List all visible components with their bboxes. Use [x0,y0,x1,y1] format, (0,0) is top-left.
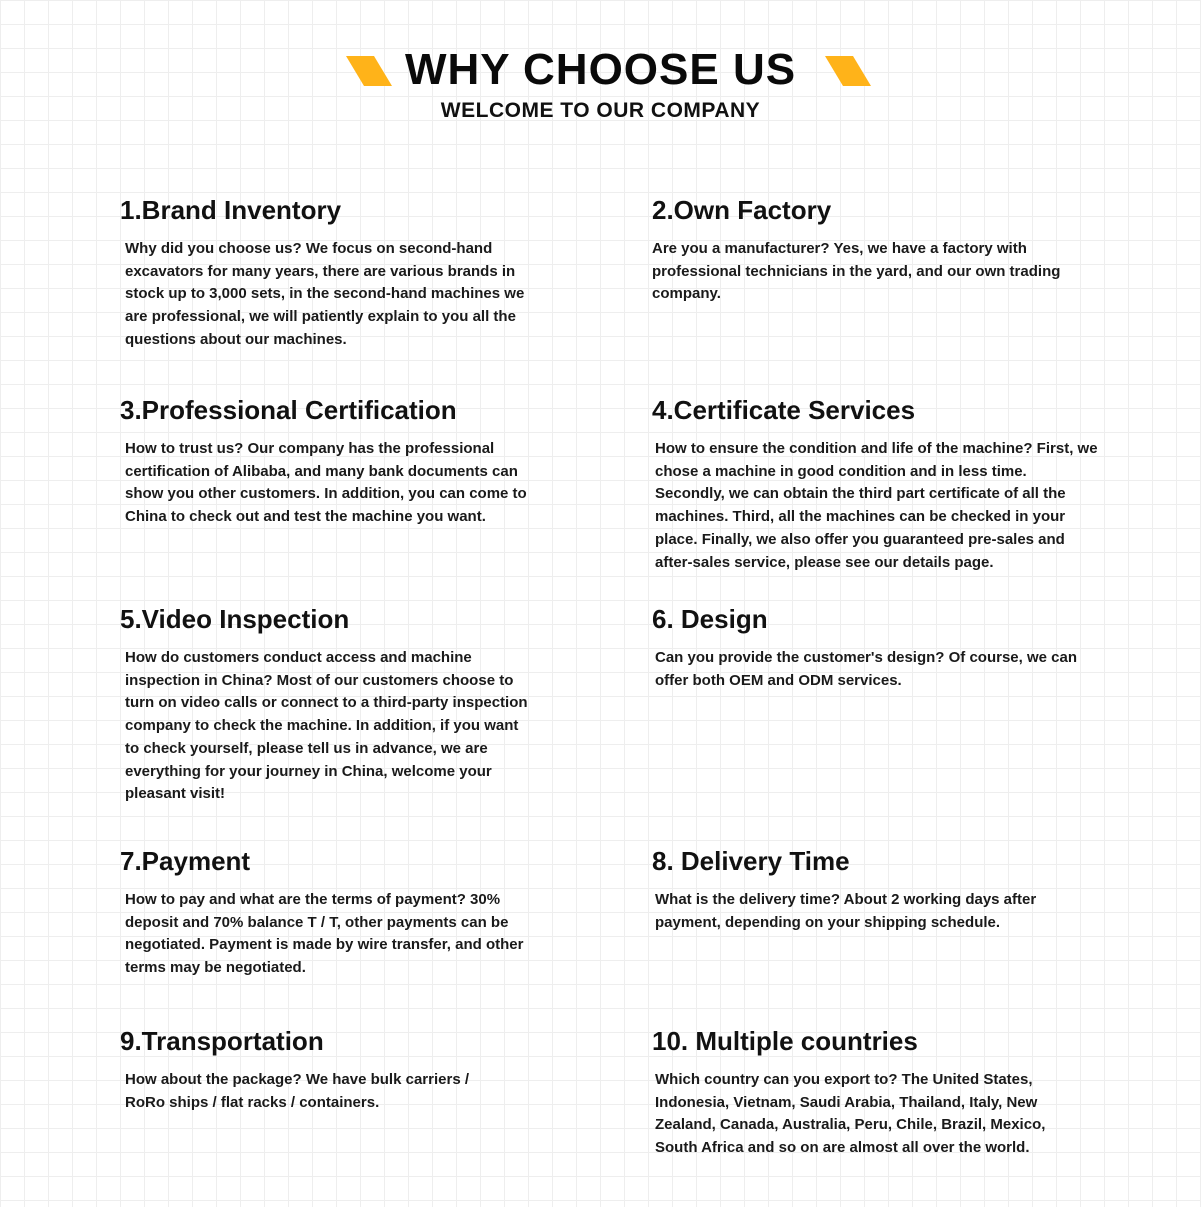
feature-title: 1.Brand Inventory [120,195,342,225]
feature-title: 5.Video Inspection [120,604,350,634]
feature-delivery-time [652,845,1102,934]
feature-brand-inventory [120,194,570,352]
feature-description: How to ensure the condition and life of the machine? First, we chose a machine in good condition and in less time. Secondly, we can obtain the third part certificate of all the machines. Third, all the machines can be checked in your place. Finally, we also offer you guaranteed pre-sales and after-sales service, please see our details page. [655,440,1098,571]
feature-title: 7.Payment [120,846,251,876]
feature-title: 2.Own Factory [652,195,832,225]
feature-title: 8. Delivery Time [652,846,850,876]
feature-title: 4.Certificate Services [652,395,916,425]
feature-title: 9.Transportation [120,1026,324,1056]
page-title: WHY CHOOSE US [404,45,797,94]
feature-description: How do customers conduct access and machine inspection in China? Most of our customers choose to turn on video calls or connect to a third-party inspection company to check the machine. In addition, if you want to check yourself, please tell us in advance, we are everything for your journey in China, welcome your pleasant visit! [125,649,528,803]
feature-title: 10. Multiple countries [652,1026,918,1056]
feature-description: How about the package? We have bulk carriers / RoRo ships / flat racks / containers. [125,1071,469,1111]
feature-description: Can you provide the customer's design? Of course, we can offer both OEM and ODM services. [655,649,1077,689]
feature-description: How to pay and what are the terms of payment? 30% deposit and 70% balance T / T, other payments can be negotiated. Payment is made by wire transfer, and other terms may be negotiated. [125,891,524,977]
feature-title: 6. Design [652,604,768,634]
feature-description: How to trust us? Our company has the professional certification of Alibaba, and many bank documents can show you other customers. In addition, you can come to China to check out and test the machine you want. [125,440,527,526]
feature-own-factory [652,194,1102,306]
feature-video-inspection [120,603,570,806]
feature-design [652,603,1102,692]
feature-description: Why did you choose us? We focus on second-hand excavators for many years, there are various brands in stock up to 3,000 sets, in the second-hand machines we are professional, we will patiently explain to you all the questions about our machines. [125,240,525,348]
feature-certificate-services [652,394,1102,574]
feature-description: Are you a manufacturer? Yes, we have a factory with professional technicians in the yard, and our own trading company. [652,240,1061,303]
page-subtitle: WELCOME TO OUR COMPANY [440,99,761,122]
feature-title: 3.Professional Certification [120,395,457,425]
feature-multiple-countries [652,1025,1102,1160]
feature-payment [120,845,570,980]
parallelogram-stripe-icon [825,56,871,86]
feature-transportation [120,1025,570,1114]
feature-professional-certification [120,394,570,529]
header [0,0,1201,140]
feature-description: What is the delivery time? About 2 working days after payment, depending on your shipping schedule. [655,891,1037,931]
feature-description: Which country can you export to? The United States, Indonesia, Vietnam, Saudi Arabia, Thailand, Italy, New Zealand, Canada, Australia, Peru, Chile, Brazil, Mexico, South Africa and so on are almost all over the world. [655,1071,1046,1157]
